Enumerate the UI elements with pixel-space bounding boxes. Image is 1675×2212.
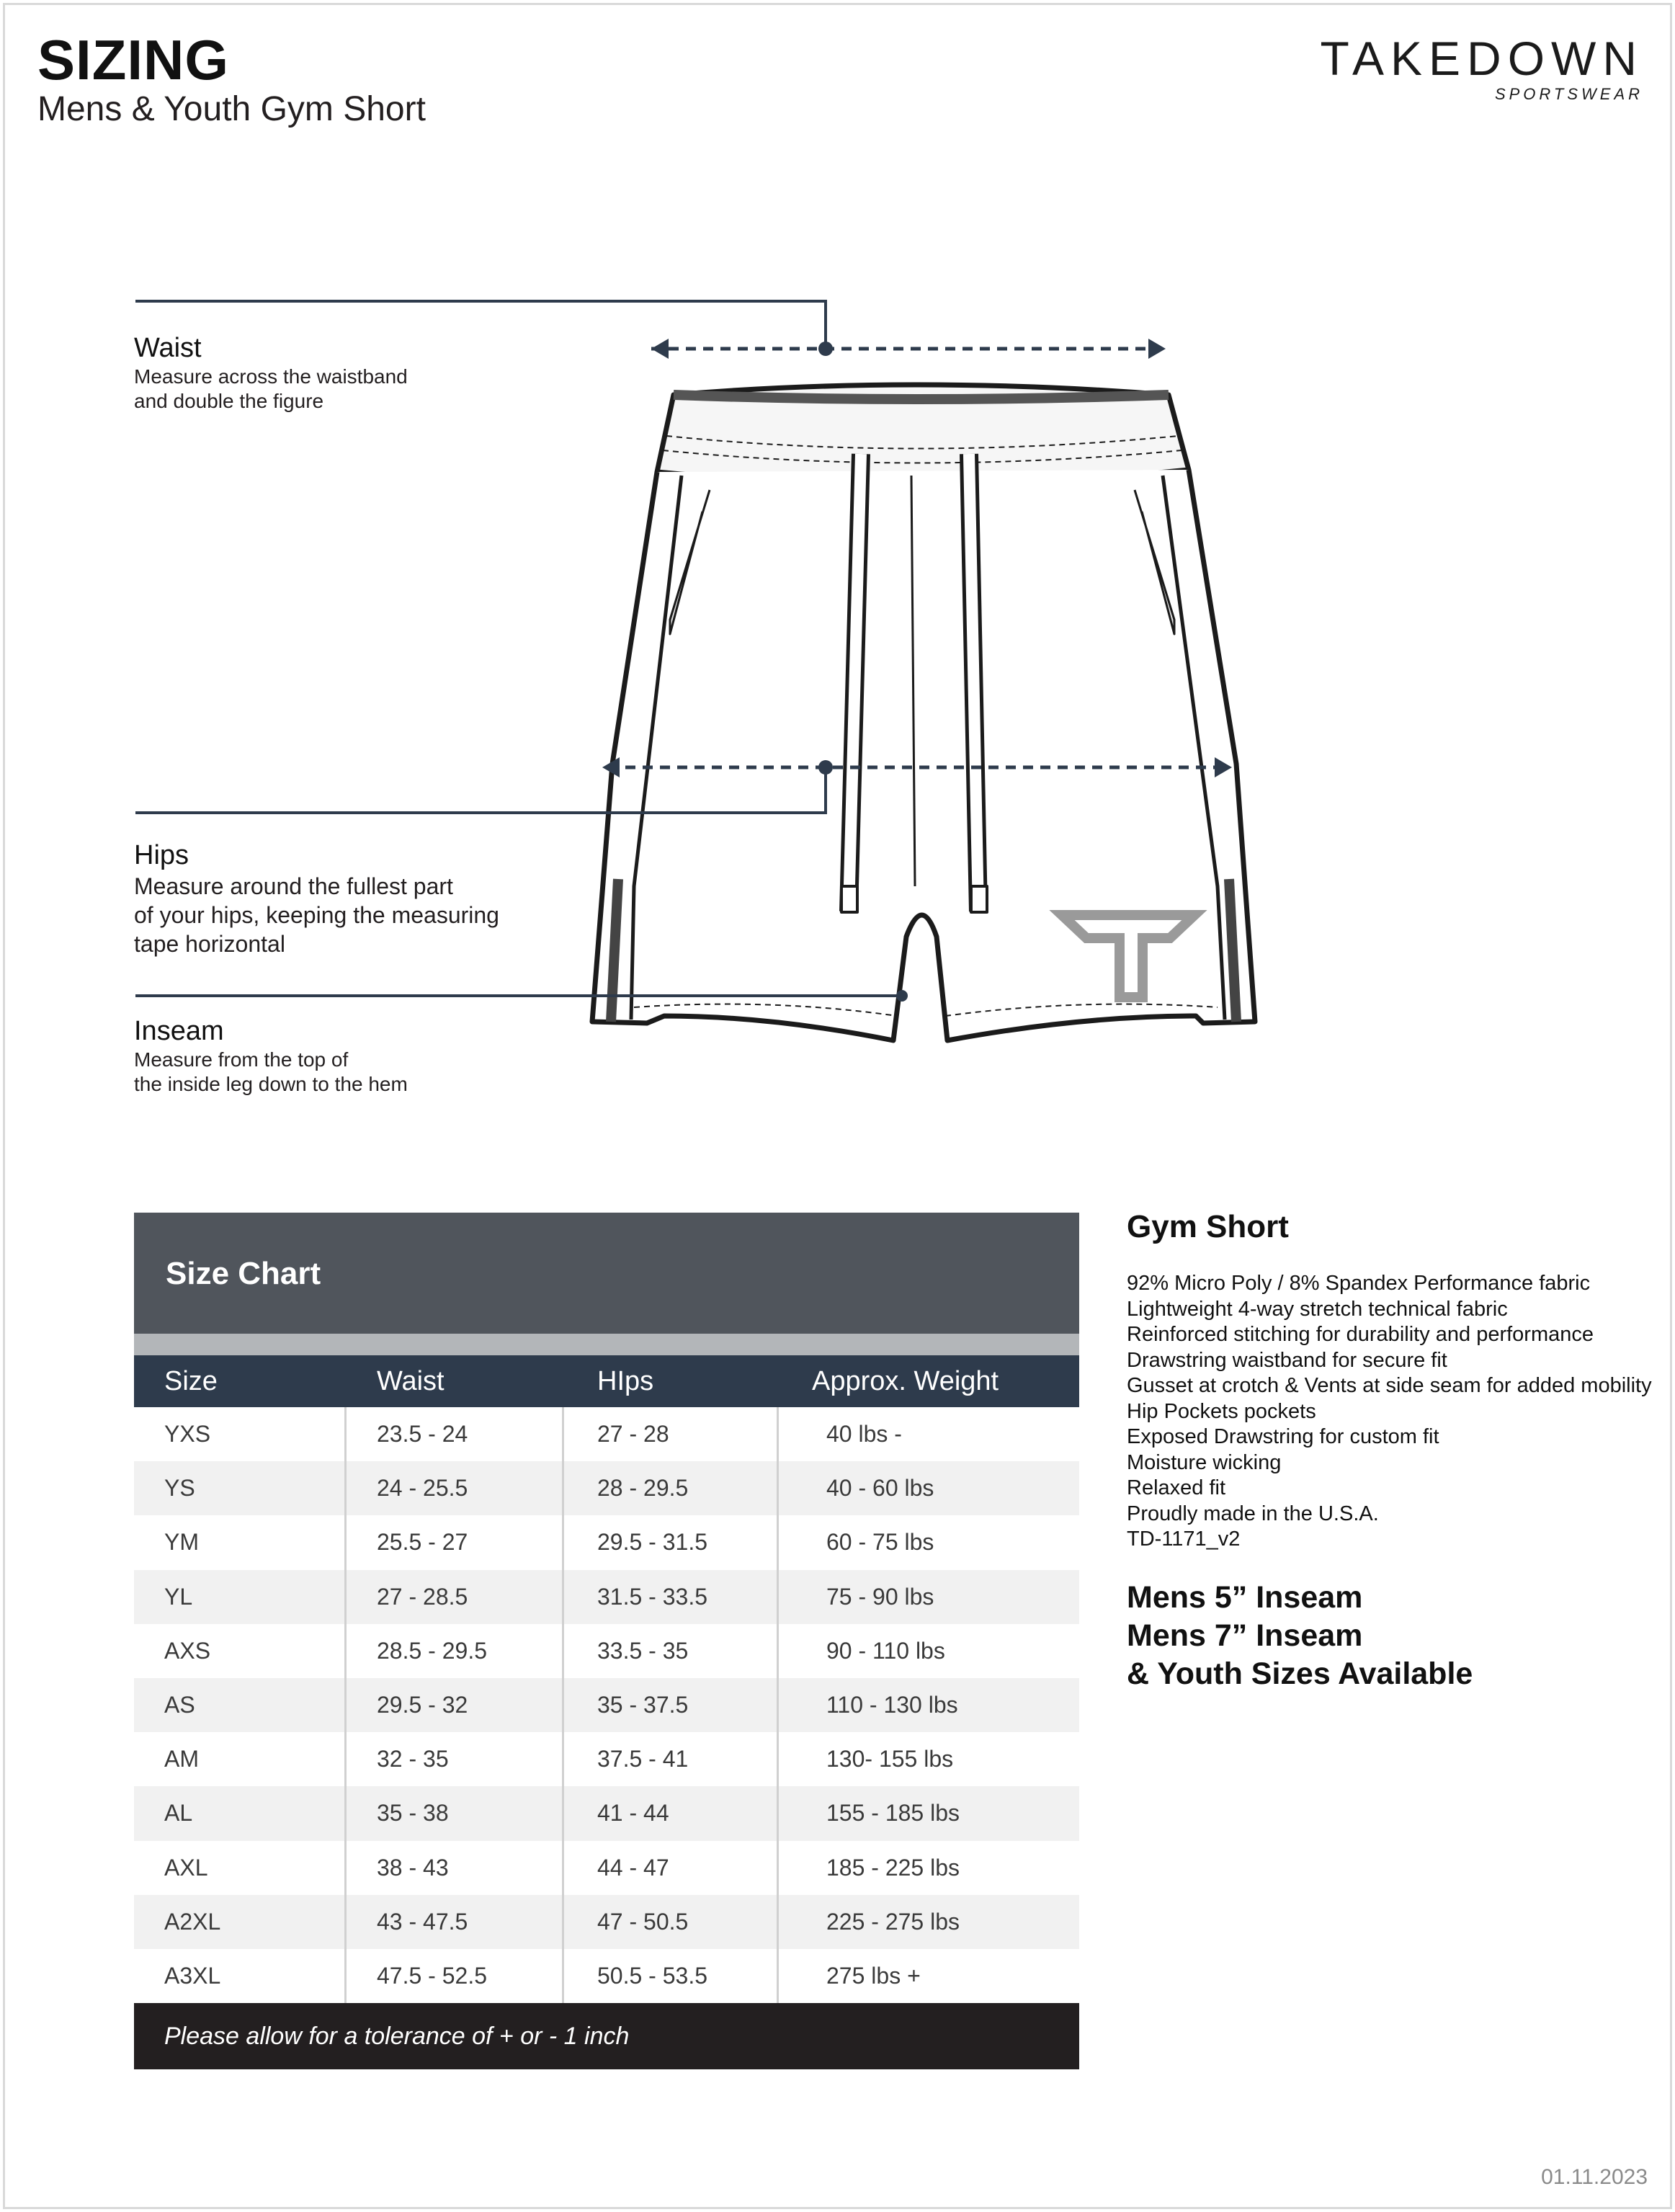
feature-list: [1127, 1271, 1674, 1553]
feature-item: Exposed Drawstring for custom fit: [1127, 1425, 1439, 1448]
hips-cell: 44 - 47: [564, 1841, 779, 1895]
availability-line: & Youth Sizes Available: [1127, 1656, 1473, 1691]
weight-cell: 275 lbs +: [826, 1962, 921, 1989]
page-title: SIZING: [37, 28, 230, 92]
table-row: [134, 1949, 1079, 2003]
hips-cell: 41 - 44: [564, 1786, 779, 1840]
waist-cell: 32 - 35: [347, 1732, 564, 1786]
hips-cell: 27 - 28: [564, 1407, 779, 1461]
table-row: [134, 1570, 1079, 1624]
waist-label: Waist: [134, 333, 202, 363]
weight-cell: 185 - 225 lbs: [826, 1854, 960, 1881]
size-chart: [134, 1213, 1079, 2069]
weight-cell: 110 - 130 lbs: [826, 1692, 958, 1718]
size-chart-divider: [134, 1334, 1079, 1355]
waist-cell: 28.5 - 29.5: [347, 1624, 564, 1678]
weight-cell: 155 - 185 lbs: [826, 1800, 960, 1827]
availability-line: Mens 7” Inseam: [1127, 1618, 1363, 1653]
hips-cell: 47 - 50.5: [564, 1895, 779, 1949]
waist-cell: 43 - 47.5: [347, 1895, 564, 1949]
column-header-hips: HIps: [597, 1365, 654, 1396]
hips-description: [134, 872, 499, 958]
size-cell: AM: [134, 1732, 347, 1786]
size-cell: A2XL: [134, 1895, 347, 1949]
waist-cell: 27 - 28.5: [347, 1570, 564, 1624]
table-row: [134, 1407, 1079, 1461]
waist-cell: 38 - 43: [347, 1841, 564, 1895]
feature-item: Proudly made in the U.S.A.: [1127, 1502, 1379, 1525]
size-chart-column-headers: [134, 1355, 1079, 1407]
hips-cell: 50.5 - 53.5: [564, 1949, 779, 2003]
feature-item: Moisture wicking: [1127, 1450, 1282, 1474]
waist-cell: 35 - 38: [347, 1786, 564, 1840]
waist-cell: 47.5 - 52.5: [347, 1949, 564, 2003]
table-row: [134, 1841, 1079, 1895]
document-date: 01.11.2023: [1541, 2165, 1648, 2189]
feature-item: Relaxed fit: [1127, 1476, 1226, 1499]
hips-cell: 29.5 - 31.5: [564, 1515, 779, 1569]
feature-item: Reinforced stitching for durability and performance: [1127, 1323, 1594, 1346]
product-info: [1127, 1209, 1674, 1693]
hips-desc-line: Measure around the fullest part: [134, 873, 453, 899]
waist-cell: 23.5 - 24: [347, 1407, 564, 1461]
waist-description: [134, 365, 408, 414]
table-row: [134, 1895, 1079, 1949]
brand-name: TAKEDOWN: [1320, 32, 1643, 85]
size-chart-body: [134, 1407, 1079, 2003]
feature-item: 92% Micro Poly / 8% Spandex Performance fabric: [1127, 1272, 1591, 1295]
hips-cell: 37.5 - 41: [564, 1732, 779, 1786]
waist-cell: 25.5 - 27: [347, 1515, 564, 1569]
weight-cell: 90 - 110 lbs: [826, 1637, 945, 1664]
table-row: [134, 1786, 1079, 1840]
waist-desc-line: and double the figure: [134, 390, 324, 412]
availability-list: [1127, 1579, 1674, 1693]
column-header-weight: Approx. Weight: [812, 1365, 999, 1396]
size-cell: AS: [134, 1678, 347, 1732]
table-row: [134, 1678, 1079, 1732]
size-cell: AXS: [134, 1624, 347, 1678]
hips-label: Hips: [134, 840, 189, 870]
hips-desc-line: of your hips, keeping the measuring: [134, 902, 499, 928]
table-row: [134, 1732, 1079, 1786]
size-chart-footer: Please allow for a tolerance of + or - 1 inch: [134, 2003, 1079, 2069]
availability-line: Mens 5” Inseam: [1127, 1579, 1363, 1615]
size-cell: YS: [134, 1461, 347, 1515]
hips-cell: 31.5 - 33.5: [564, 1570, 779, 1624]
size-chart-header: [134, 1213, 1079, 1334]
page-subtitle: Mens & Youth Gym Short: [37, 90, 426, 128]
feature-item: Gusset at crotch & Vents at side seam for added mobility: [1127, 1374, 1652, 1397]
feature-item: Drawstring waistband for secure fit: [1127, 1348, 1447, 1372]
column-header-waist: Waist: [377, 1365, 445, 1396]
weight-cell: 130- 155 lbs: [826, 1746, 954, 1772]
table-row: [134, 1515, 1079, 1569]
size-chart-title: Size Chart: [166, 1256, 321, 1291]
table-row: [134, 1624, 1079, 1678]
brand-tagline: SPORTSWEAR: [1494, 85, 1643, 103]
feature-item: Lightweight 4-way stretch technical fabric: [1127, 1297, 1508, 1321]
hips-cell: 33.5 - 35: [564, 1624, 779, 1678]
feature-item: TD-1171_v2: [1127, 1528, 1241, 1551]
column-header-size: Size: [164, 1365, 218, 1396]
weight-cell: 75 - 90 lbs: [826, 1583, 934, 1610]
size-cell: A3XL: [134, 1949, 347, 2003]
table-row: [134, 1461, 1079, 1515]
hips-cell: 35 - 37.5: [564, 1678, 779, 1732]
hips-desc-line: tape horizontal: [134, 931, 285, 957]
feature-item: Hip Pockets pockets: [1127, 1399, 1316, 1423]
weight-cell: 225 - 275 lbs: [826, 1908, 960, 1935]
size-cell: AL: [134, 1786, 347, 1840]
product-title: Gym Short: [1127, 1209, 1289, 1244]
size-cell: YM: [134, 1515, 347, 1569]
inseam-desc-line: the inside leg down to the hem: [134, 1073, 408, 1095]
hips-cell: 28 - 29.5: [564, 1461, 779, 1515]
weight-cell: 40 lbs -: [826, 1421, 902, 1448]
size-cell: YL: [134, 1570, 347, 1624]
waist-cell: 24 - 25.5: [347, 1461, 564, 1515]
waist-cell: 29.5 - 32: [347, 1678, 564, 1732]
weight-cell: 40 - 60 lbs: [826, 1475, 934, 1502]
waist-guide: [135, 301, 1166, 359]
inseam-description: [134, 1048, 408, 1097]
waist-desc-line: Measure across the waistband: [134, 365, 408, 388]
size-cell: AXL: [134, 1841, 347, 1895]
weight-cell: 60 - 75 lbs: [826, 1529, 934, 1556]
inseam-desc-line: Measure from the top of: [134, 1048, 349, 1071]
inseam-label: Inseam: [134, 1016, 224, 1046]
size-cell: YXS: [134, 1407, 347, 1461]
